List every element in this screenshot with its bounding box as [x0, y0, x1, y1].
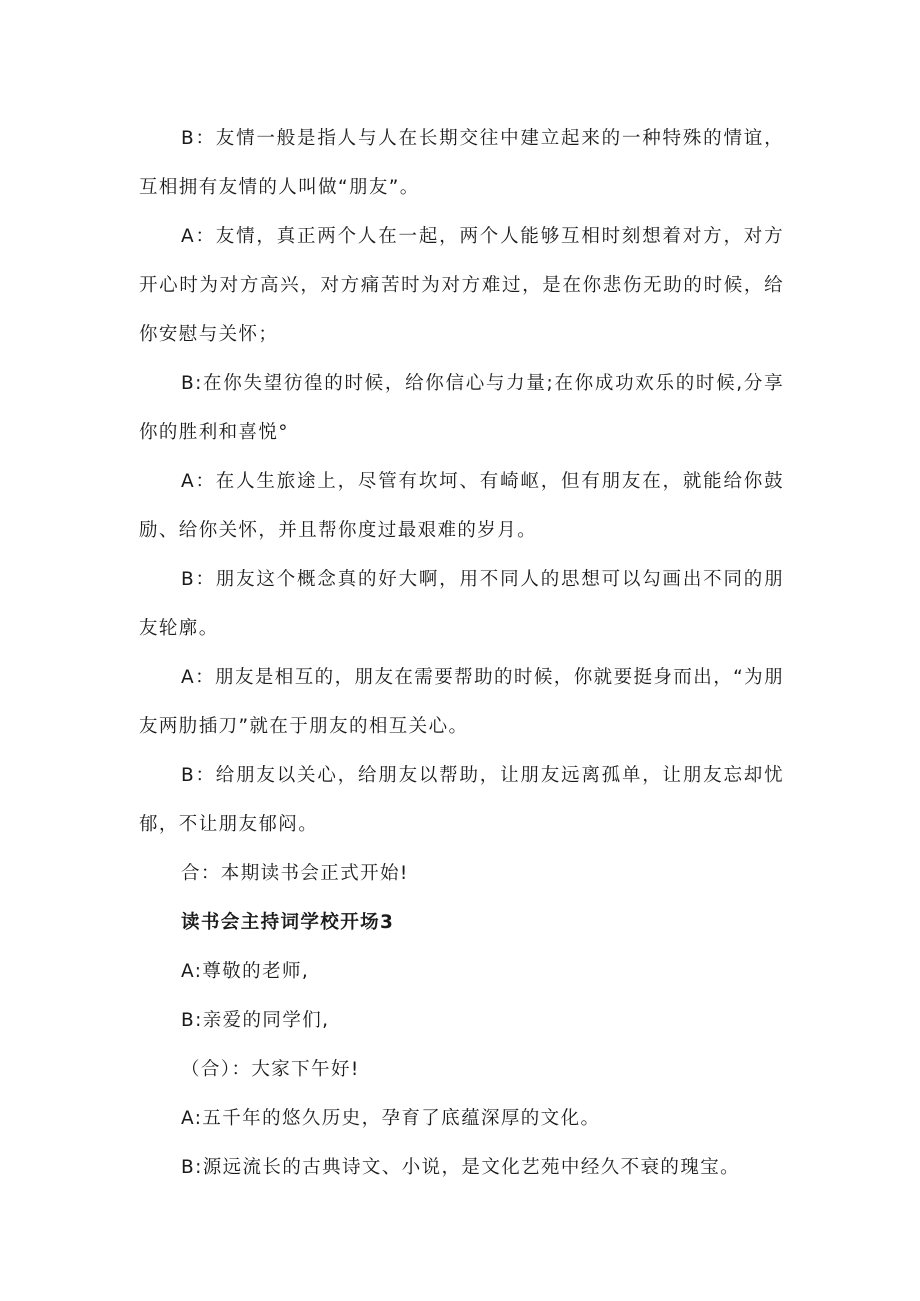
- dialogue-paragraph: B:亲爱的同学们,: [181, 1010, 330, 1031]
- dialogue-paragraph: B:在你失望彷徨的时候，给你信心与力量;在你成功欢乐的时候,分享你的胜利和喜悦°: [139, 373, 784, 443]
- dialogue-paragraph: A:五千年的悠久历史，孕育了底蕴深厚的文化。: [181, 1108, 601, 1129]
- document-body: [139, 114, 784, 1192]
- dialogue-paragraph: B:源远流长的古典诗文、小说，是文化艺苑中经久不衰的瑰宝。: [181, 1157, 741, 1178]
- dialogue-paragraph: A：在人生旅途上，尽管有坎坷、有崎岖，但有朋友在，就能给你鼓励、给你关怀，并且帮你度过最艰难的岁月。: [139, 471, 784, 541]
- section-heading: 读书会主持词学校开场3: [181, 912, 395, 933]
- dialogue-paragraph: （合）：大家下午好!: [181, 1059, 360, 1080]
- dialogue-paragraph: A:尊敬的老师,: [181, 961, 310, 982]
- dialogue-paragraph: B：朋友这个概念真的好大啊，用不同人的思想可以勾画出不同的朋友轮廓。: [139, 569, 784, 639]
- dialogue-paragraph: B：友情一般是指人与人在长期交往中建立起来的一种特殊的情谊，互相拥有友情的人叫做“朋友”。: [139, 128, 784, 198]
- dialogue-paragraph: B：给朋友以关心，给朋友以帮助，让朋友远离孤单，让朋友忘却忧郁，不让朋友郁闷。: [139, 765, 784, 835]
- dialogue-paragraph: 合：本期读书会正式开始!: [181, 863, 409, 884]
- dialogue-paragraph: A：友情，真正两个人在一起，两个人能够互相时刻想着对方，对方开心时为对方高兴，对方痛苦时为对方难过，是在你悲伤无助的时候，给你安慰与关怀；: [139, 226, 784, 345]
- dialogue-paragraph: A：朋友是相互的，朋友在需要帮助的时候，你就要挺身而出，“为朋友两肋插刀”就在于朋友的相互关心。: [139, 667, 784, 737]
